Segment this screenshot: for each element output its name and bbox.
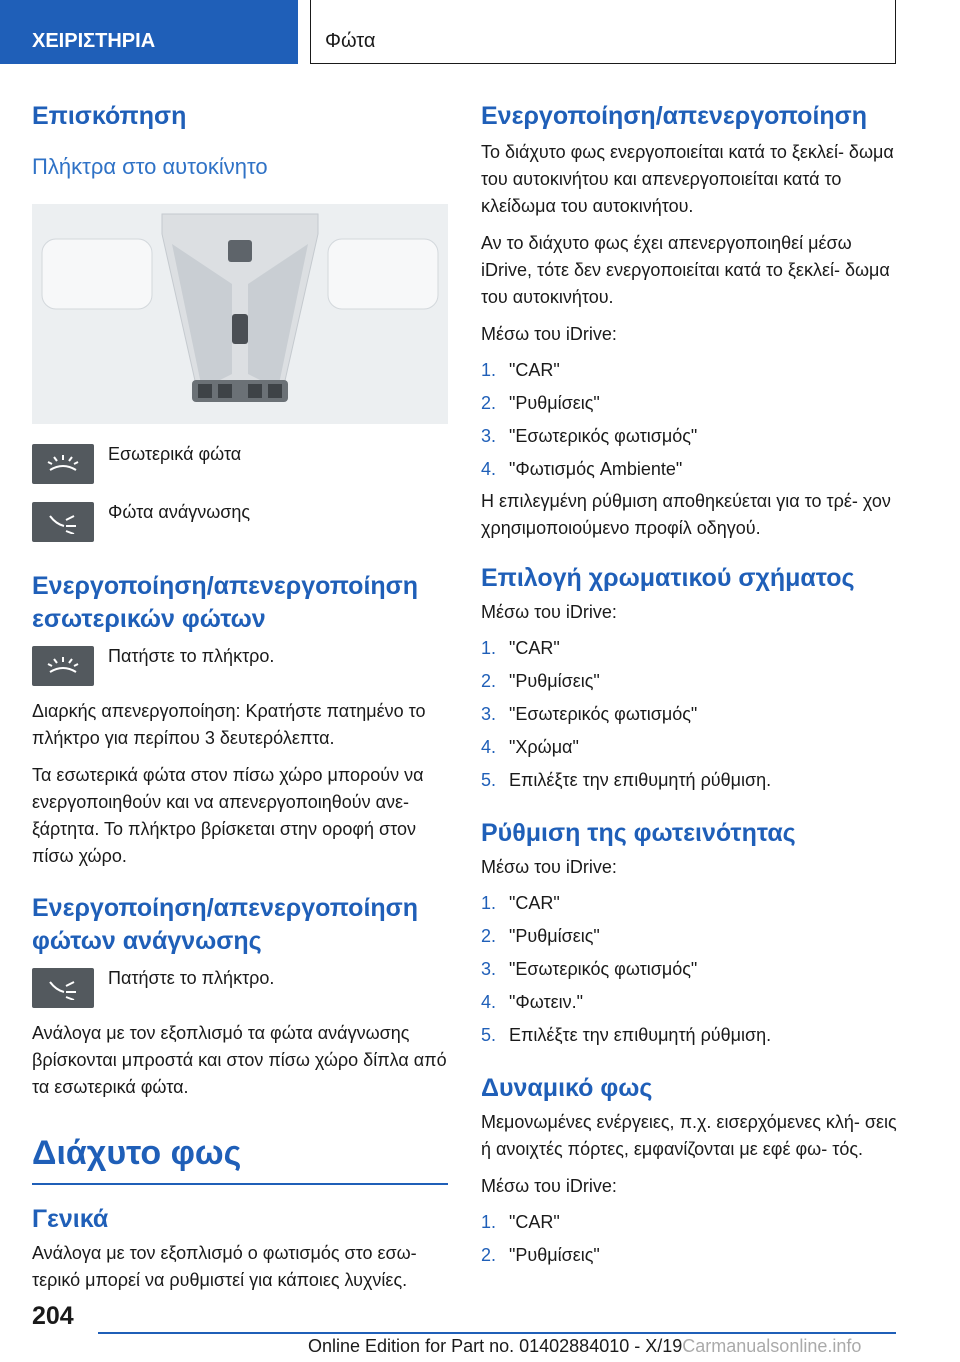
list-item: 5. Επιλέξτε την επιθυμητή ρύθμιση. <box>481 770 772 790</box>
via-idrive-text: Μέσω του iDrive: <box>481 857 617 877</box>
interior-onoff-title: Ενεργοποίηση/απενεργοποίηση εσωτερικών φώτων <box>32 572 419 633</box>
interior-light-row <box>32 444 448 484</box>
brightness-steps <box>481 887 901 1052</box>
list-item: 1. "CAR" <box>481 638 560 658</box>
list-item: 4. "Φωτισμός Ambiente" <box>481 459 683 479</box>
list-item: 3. "Εσωτερικός φωτισμός" <box>481 704 698 724</box>
color-scheme-steps <box>481 632 901 797</box>
section-rule <box>32 1183 448 1185</box>
interior-press-text: Πατήστε το πλήκτρο. <box>108 646 275 666</box>
list-item: 3. "Εσωτερικός φωτισμός" <box>481 426 698 446</box>
general-title: Γενικά <box>32 1204 109 1233</box>
chapter-tab: Φώτα <box>310 0 896 64</box>
reading-paragraph-1: Ανάλογα με τον εξοπλισμό τα φώτα ανάγνωσης βρίσκονται μπροστά και στον πίσω χώρο δίπλα από τα εσωτερικά φώτα. <box>32 1023 447 1097</box>
dynamic-light-steps <box>481 1206 901 1272</box>
interior-light-icon <box>32 646 94 686</box>
reading-light-label: Φώτα ανάγνωσης <box>108 502 251 522</box>
interior-light-icon <box>32 444 94 484</box>
list-item: 1. "CAR" <box>481 1212 560 1232</box>
reading-light-icon <box>32 968 94 1008</box>
ambient-light-title: Διάχυτο φως <box>32 1134 242 1172</box>
right-column <box>481 100 901 1272</box>
footer-text <box>308 1336 861 1357</box>
interior-paragraph-2: Τα εσωτερικά φώτα στον πίσω χώρο μπορούν να ενεργοποιηθούν και να απενεργοποιηθούν ανε- ξάρτητα. Το πλήκτρο βρίσκεται στην οροφή στον πίσω χώρο. <box>32 765 424 866</box>
buttons-subtitle: Πλήκτρα στο αυτοκίνητο <box>32 154 268 179</box>
list-item: 3. "Εσωτερικός φωτισμός" <box>481 959 698 979</box>
general-paragraph: Ανάλογα με τον εξοπλισμό ο φωτισμός στο εσω- τερικό μπορεί να ρυθμιστεί για κάποιες λυχνίες. <box>32 1242 417 1290</box>
ambient-onoff-title: Ενεργοποίηση/απενεργοποίηση <box>481 102 868 130</box>
section-tab: ΧΕΙΡΙΣΤΗΡΙΑ <box>0 0 298 64</box>
reading-light-icon <box>32 502 94 542</box>
via-idrive-text: Μέσω του iDrive: <box>481 602 617 622</box>
edition-text: Online Edition for Part no. 01402884010 - X/19 <box>308 1336 683 1356</box>
reading-press-row <box>32 968 448 1008</box>
list-item: 2. "Ρυθμίσεις" <box>481 926 600 946</box>
roof-console-illustration <box>32 204 448 424</box>
left-column <box>32 100 448 1294</box>
interior-paragraph-1: Διαρκής απενεργοποίηση: Κρατήστε πατημένο το πλήκτρο για περίπου 3 δευτερόλεπτα. <box>32 701 426 748</box>
brightness-title: Ρύθμιση της φωτεινότητας <box>481 819 796 847</box>
list-item: 2. "Ρυθμίσεις" <box>481 393 600 413</box>
reading-onoff-title: Ενεργοποίηση/απενεργοποίηση φώτων ανάγνωσης <box>32 894 419 955</box>
dynamic-light-paragraph: Μεμονωμένες ενέργειες, π.χ. εισερχόμενες κλή- σεις ή ανοιχτές πόρτες, εμφανίζονται με εφέ φω- τός. <box>481 1112 897 1159</box>
footer-rule <box>98 1332 896 1334</box>
page-number: 204 <box>32 1302 74 1330</box>
list-item: 5. Επιλέξτε την επιθυμητή ρύθμιση. <box>481 1025 772 1045</box>
reading-light-row <box>32 502 448 542</box>
roof-console-photo <box>32 204 448 424</box>
interior-light-label: Εσωτερικά φώτα <box>108 444 242 464</box>
via-idrive-text: Μέσω του iDrive: <box>481 324 617 344</box>
ambient-onoff-paragraph-1: Το διάχυτο φως ενεργοποιείται κατά το ξεκλεί- δωμα του αυτοκινήτου και απενεργοποιείται κατά το κλείδωμα του αυτοκινήτου. <box>481 142 894 216</box>
via-idrive-text: Μέσω του iDrive: <box>481 1176 617 1196</box>
ambient-onoff-paragraph-3: Η επιλεγμένη ρύθμιση αποθηκεύεται για το τρέ- χον χρησιμοποιούμενο προφίλ οδηγού. <box>481 491 891 538</box>
color-scheme-title: Επιλογή χρωματικού σχήματος <box>481 564 855 592</box>
list-item: 1. "CAR" <box>481 893 560 913</box>
list-item: 4. "Χρώμα" <box>481 737 579 757</box>
list-item: 2. "Ρυθμίσεις" <box>481 1245 600 1265</box>
ambient-onoff-steps <box>481 354 901 486</box>
list-item: 1. "CAR" <box>481 360 560 380</box>
list-item: 4. "Φωτειν." <box>481 992 584 1012</box>
ambient-onoff-paragraph-2: Αν το διάχυτο φως έχει απενεργοποιηθεί μέσω iDrive, τότε δεν ενεργοποιείται κατά το ξεκλεί- δωμα του αυτοκινήτου. <box>481 233 890 307</box>
interior-press-row <box>32 646 448 686</box>
list-item: 2. "Ρυθμίσεις" <box>481 671 600 691</box>
reading-press-text: Πατήστε το πλήκτρο. <box>108 968 275 988</box>
watermark-text: Carmanualsonline.info <box>682 1336 862 1356</box>
dynamic-light-title: Δυναμικό φως <box>481 1074 653 1102</box>
overview-title: Επισκόπηση <box>32 102 187 130</box>
